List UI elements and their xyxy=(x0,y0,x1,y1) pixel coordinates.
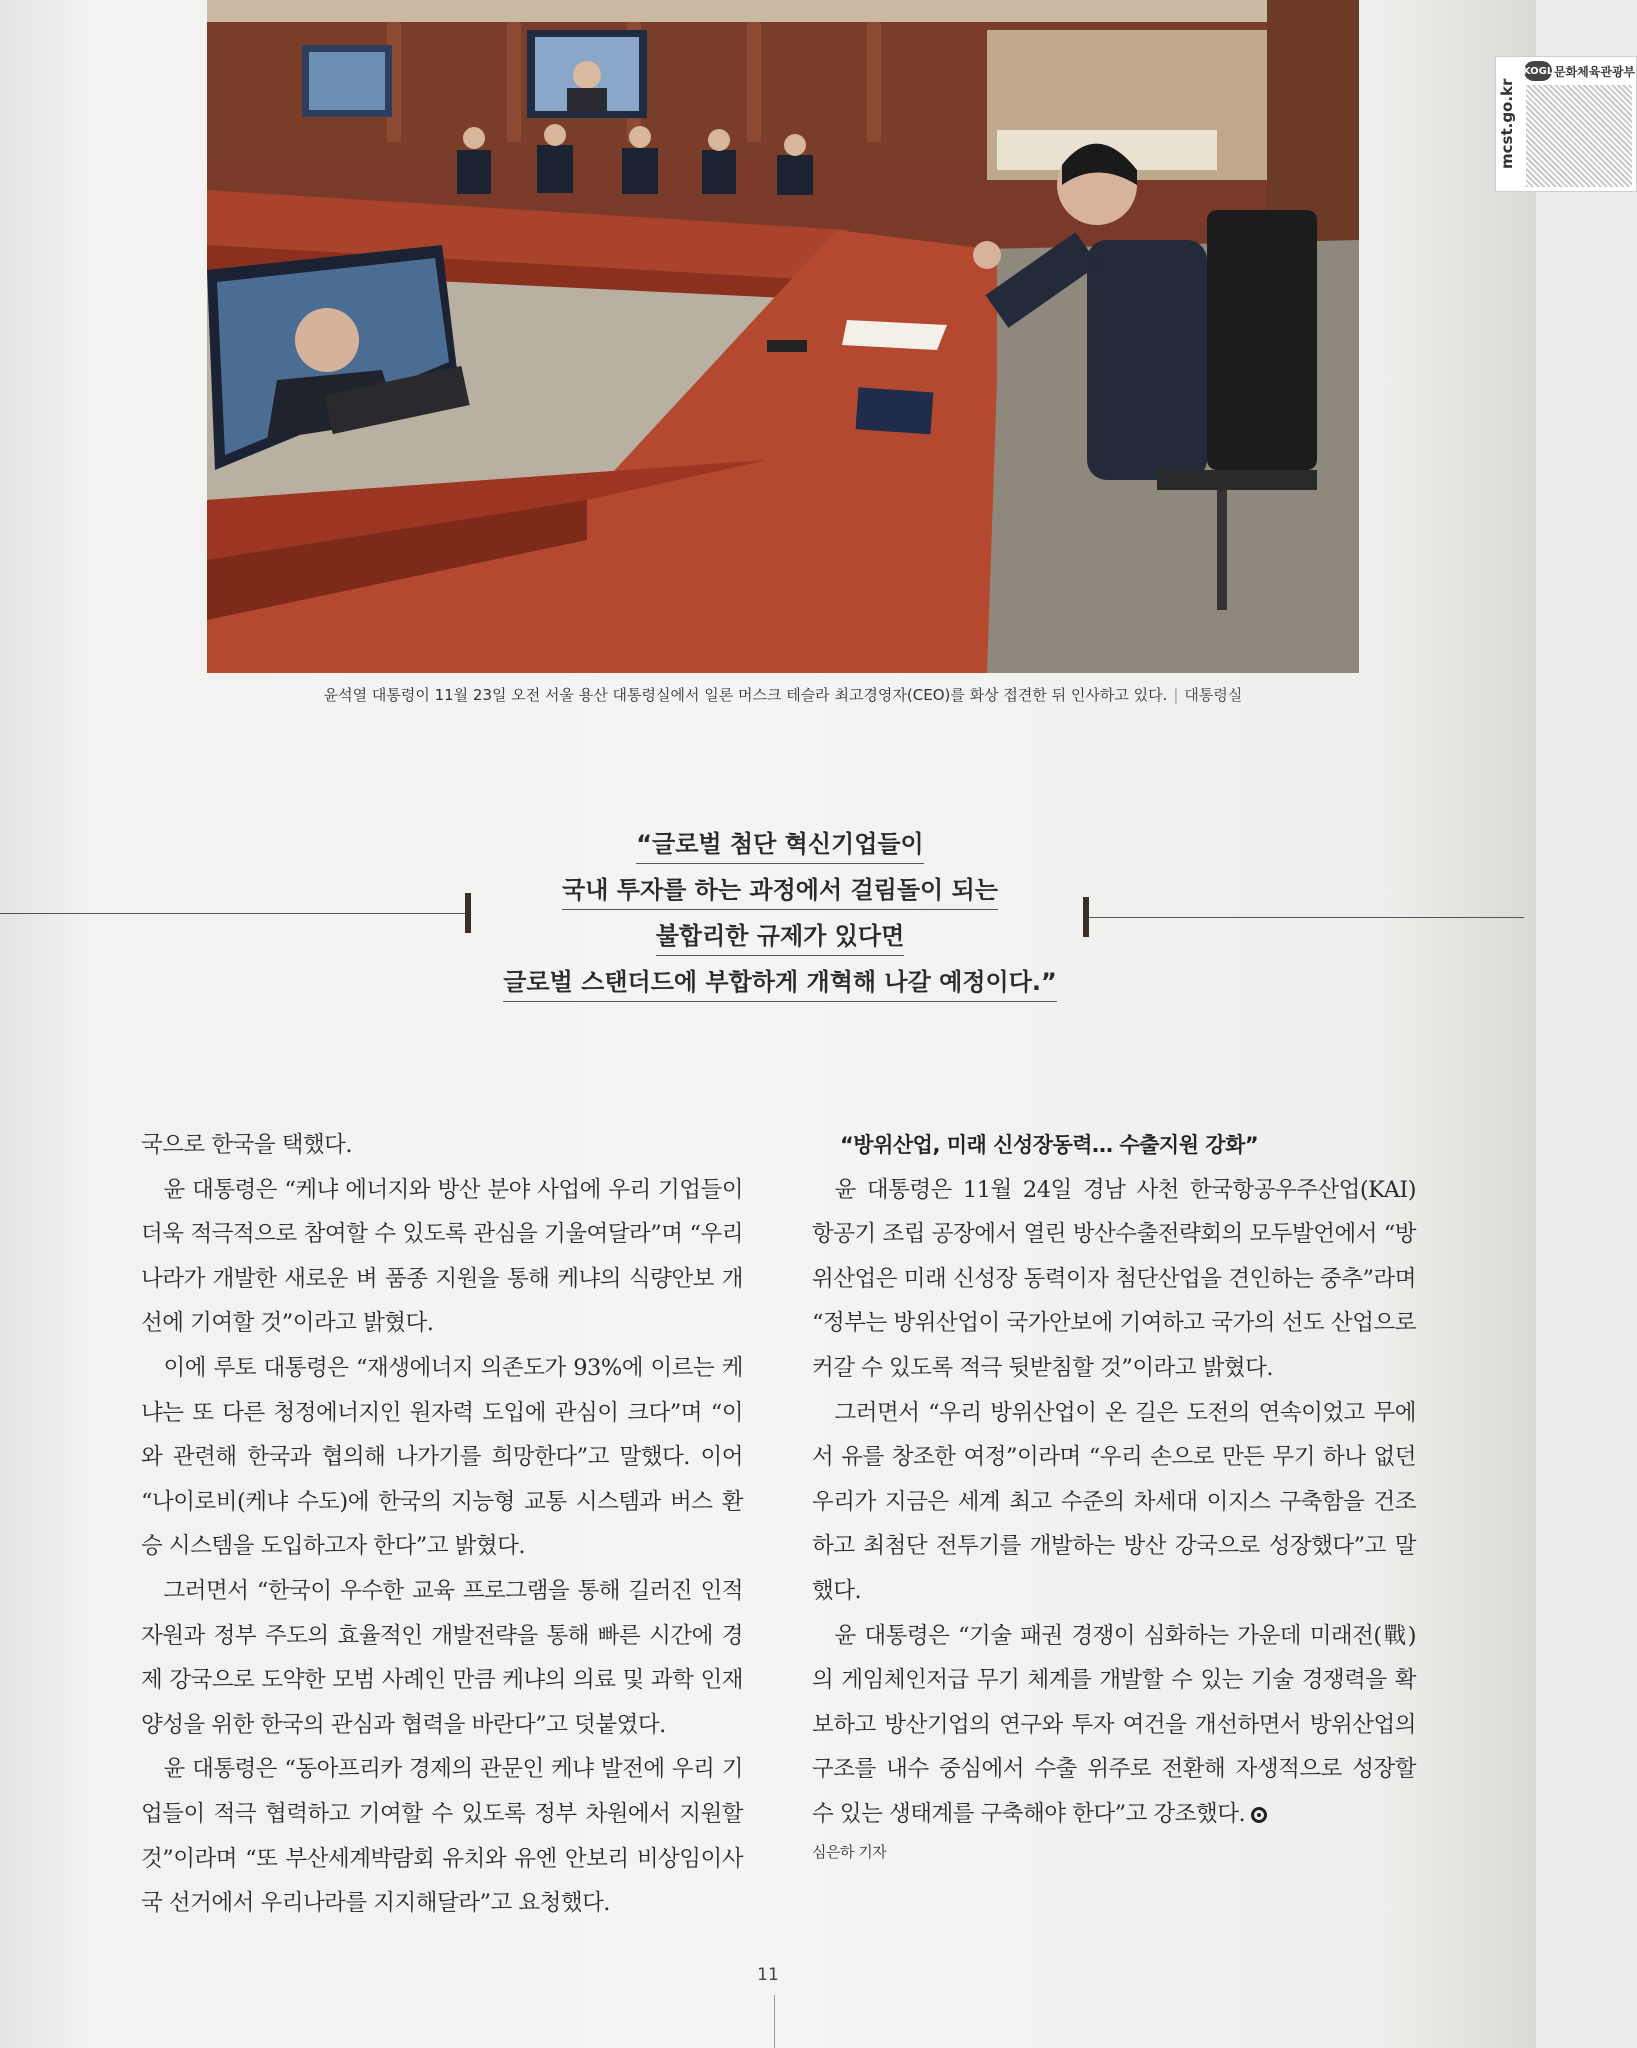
pull-quote-line-text: 글로벌 스탠더드에 부합하게 개혁해 나갈 예정이다.” xyxy=(503,968,1057,1002)
pull-quote-line xyxy=(480,824,1080,870)
body-paragraph: 윤 대통령은 “동아프리카 경제의 관문인 케냐 발전에 우리 기업들이 적극 협력하고 기여할 수 있도록 정부 차원에서 지원할 것”이라며 “또 부산세계박람회 유치와 유엔 안보리 비상임이사국 선거에서 우리나라를 지지해달라”고 요청했다. xyxy=(141,1756,743,1917)
quote-rule-right xyxy=(1088,917,1524,918)
body-paragraph: 윤 대통령은 “케냐 에너지와 방산 분야 사업에 우리 기업들이 더욱 적극적으로 참여할 수 있도록 관심을 기울여달라”며 “우리나라가 개발한 새로운 벼 품종 지원을 통해 케냐의 식량안보 개선에 기여할 것”이라고 밝혔다. xyxy=(141,1176,743,1337)
left-column xyxy=(141,1123,743,1926)
kogl-logo: KOGL xyxy=(1524,61,1552,81)
end-mark-icon xyxy=(1251,1807,1267,1823)
body-paragraph: 그러면서 “한국이 우수한 교육 프로그램을 통해 길러진 인적자원과 정부 주도의 효율적인 개발전략을 통해 빠른 시간에 경제 강국으로 도약한 모범 사례인 만큼 케냐의 의료 및 과학 인재 양성을 위한 한국의 관심과 협력을 바란다”고 덧붙였다. xyxy=(141,1577,743,1738)
pull-quote-line xyxy=(480,916,1080,962)
section-subheading: “방위산업, 미래 신성장동력… 수출지원 강화” xyxy=(840,1133,1259,1157)
pull-quote xyxy=(480,824,1080,1008)
caption-text: 윤석열 대통령이 11월 23일 오전 서울 용산 대통령실에서 일론 머스크 테슬라 최고경영자(CEO)를 화상 접견한 뒤 인사하고 있다. xyxy=(323,686,1168,704)
page-number: 11 xyxy=(757,1965,779,1985)
body-paragraph: 국으로 한국을 택했다. xyxy=(141,1132,353,1158)
pull-quote-line-text: “글로벌 첨단 혁신기업들이 xyxy=(636,830,924,864)
pull-quote-line xyxy=(480,962,1080,1008)
body-paragraph: 이에 루토 대통령은 “재생에너지 의존도가 93%에 이르는 케냐는 또 다른 청정에너지인 원자력 도입에 관심이 크다”며 “이와 관련해 한국과 협의해 나가기를 희망한다”고 말했다. 이어 “나이로비(케냐 수도)에 한국의 지능형 교통 시스템과 버스 환승 시스템을 도입하고자 한다”고 밝혔다. xyxy=(141,1354,743,1560)
caption-separator: | xyxy=(1173,686,1179,704)
quote-bar-right xyxy=(1083,897,1089,937)
body-paragraph xyxy=(812,1614,1416,1837)
stamp-pattern xyxy=(1526,85,1632,187)
photo-illustration xyxy=(207,0,1359,673)
pull-quote-line xyxy=(480,870,1080,916)
article-photo xyxy=(207,0,1636,673)
caption-credit: 대통령실 xyxy=(1184,686,1243,704)
quote-bar-left xyxy=(465,893,471,933)
body-paragraph: 그러면서 “우리 방위산업이 온 길은 도전의 연속이었고 무에서 유를 창조한 여정”이라며 “우리 손으로 만든 무기 하나 없던 우리가 지금은 세계 최고 수준의 차세대 이지스 구축함을 건조하고 최첨단 전투기를 개발하는 방산 강국으로 성장했다”고 말했다. xyxy=(812,1399,1416,1604)
byline: 심은하 기자 xyxy=(812,1842,887,1861)
closing-paragraph-text: 윤 대통령은 “기술 패권 경쟁이 심화하는 가운데 미래전(戰)의 게임체인저급 무기 체계를 개발할 수 있는 기술 경쟁력을 확보하고 방산기업의 연구와 투자 여건을 개선하면서 방위산업의 구조를 내수 중심에서 수출 위주로 전환해 자생적으로 성장할 수 있는 생태계를 구축해야 한다”고 강조했다. xyxy=(812,1622,1416,1827)
stamp-org-name: 문화체육관광부 xyxy=(1554,65,1636,79)
stamp-url: mcst.go.kr xyxy=(1498,78,1516,170)
photo-caption xyxy=(207,684,1359,705)
pull-quote-line-text: 불합리한 규제가 있다면 xyxy=(656,922,905,956)
right-column xyxy=(812,1123,1416,1867)
quote-rule-left xyxy=(0,913,466,914)
body-paragraph: 윤 대통령은 11월 24일 경남 사천 한국항공우주산업(KAI) 항공기 조립 공장에서 열린 방산수출전략회의 모두발언에서 “방위산업은 미래 신성장 동력이자 첨단산업을 견인하는 중추”라며 “정부는 방위산업이 국가안보에 기여하고 국가의 선도 산업으로 커갈 수 있도록 적극 뒷받침할 것”이라고 밝혔다. xyxy=(812,1176,1416,1381)
pull-quote-line-text: 국내 투자를 하는 과정에서 걸림돌이 되는 xyxy=(562,876,998,910)
page-gutter-line xyxy=(774,1995,775,2048)
copyright-stamp xyxy=(1495,56,1637,192)
